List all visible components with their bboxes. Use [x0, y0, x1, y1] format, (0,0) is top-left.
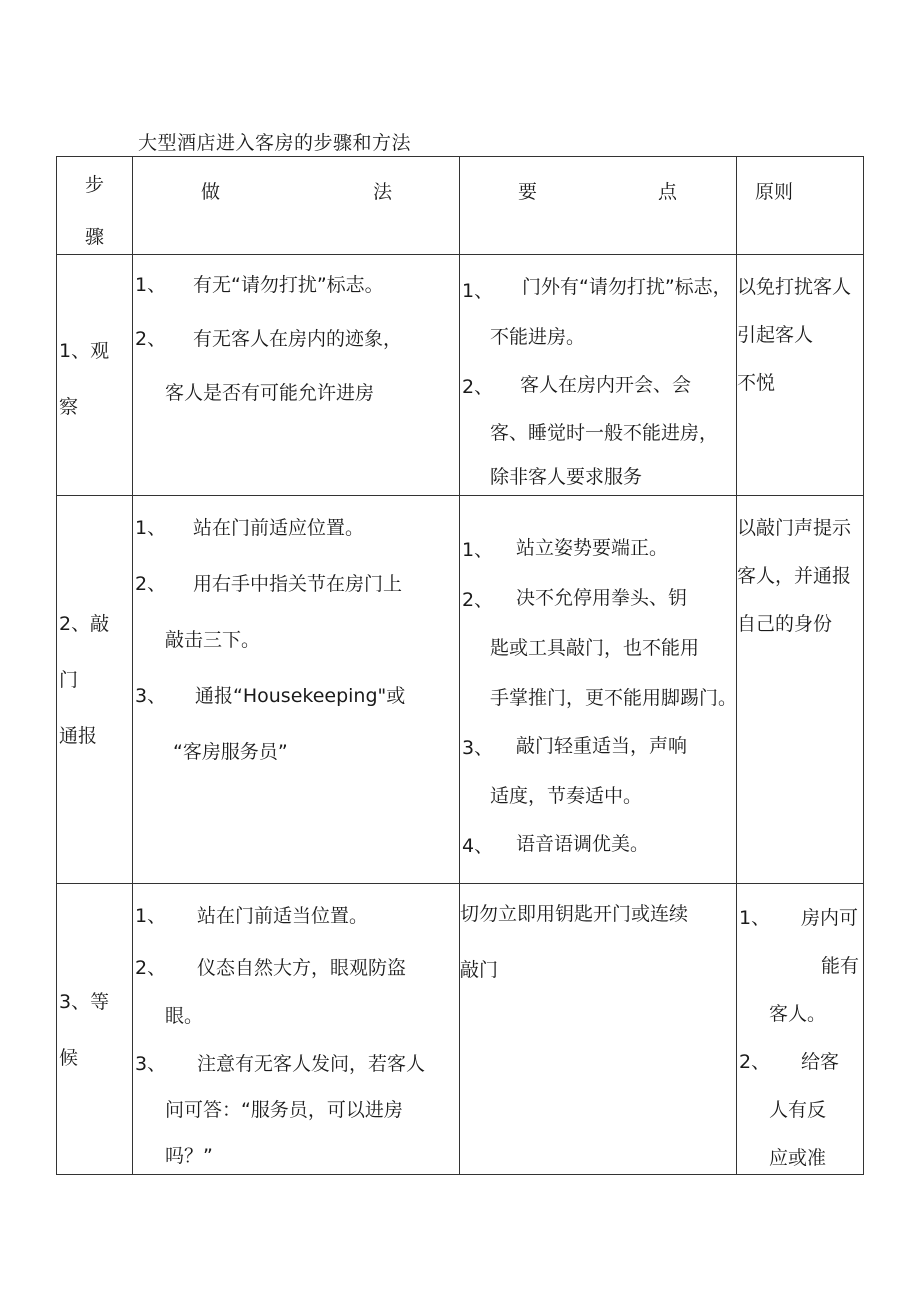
principle-line: 客人，并通报 — [737, 565, 852, 587]
list-item: 切勿立即用钥匙开门或连续 — [460, 903, 689, 925]
table-row — [57, 496, 864, 884]
list-item: 能有 — [821, 955, 860, 977]
list-item: 门外有“请勿打扰”标志， — [522, 276, 732, 298]
list-item: 人有反 — [769, 1099, 827, 1121]
row-2-principle — [737, 496, 863, 883]
list-number: 1、 — [739, 907, 771, 929]
header-points — [460, 157, 736, 254]
list-item: 客、睡觉时一般不能进房， — [490, 422, 719, 444]
header-method-char-2: 法 — [373, 181, 393, 203]
list-number: 2、 — [135, 328, 167, 350]
list-item: 敲门 — [460, 959, 499, 981]
row-3-principle — [737, 884, 863, 1174]
list-item: 站立姿势要端正。 — [516, 537, 669, 559]
header-points-char-1: 要 — [518, 181, 538, 203]
list-item: 仪态自然大方，眼观防盗 — [197, 957, 407, 979]
list-item: 房内可 — [801, 907, 859, 929]
principle-line: 自己的身份 — [737, 613, 833, 635]
list-item: 注意有无客人发问，若客人 — [197, 1053, 426, 1075]
principle-line: 不悦 — [737, 372, 776, 394]
list-item: 敲击三下。 — [165, 629, 261, 651]
row-3-method — [133, 884, 459, 1174]
list-number: 1、 — [135, 517, 167, 539]
principle-line: 引起客人 — [737, 324, 814, 346]
row-2-method — [133, 496, 459, 883]
list-number: 3、 — [135, 685, 167, 707]
list-item: 适度，节奏适中。 — [490, 785, 643, 807]
row-2-points — [460, 496, 736, 883]
header-step-char-2: 骤 — [85, 226, 105, 248]
header-points-char-2: 点 — [658, 181, 678, 203]
header-row — [57, 157, 864, 255]
row-2-step — [57, 496, 132, 883]
procedure-table — [56, 156, 864, 1175]
list-item: 通报“Housekeeping"或 — [195, 685, 406, 707]
list-item: 除非客人要求服务 — [490, 466, 643, 488]
header-principle — [737, 157, 863, 254]
list-item: 客人在房内开会、会 — [520, 374, 692, 396]
list-number: 3、 — [462, 737, 494, 759]
list-item: 应或准 — [769, 1147, 827, 1169]
list-item: 决不允停用拳头、钥 — [516, 587, 688, 609]
document-title: 大型酒店进入客房的步骤和方法 — [138, 132, 412, 154]
list-item: 给客 — [801, 1051, 840, 1073]
list-number: 1、 — [135, 905, 167, 927]
list-item: 手掌推门，更不能用脚踢门。 — [490, 687, 738, 709]
list-number: 1、 — [462, 539, 494, 561]
row-2-step-line: 通报 — [59, 725, 98, 747]
list-number: 2、 — [462, 376, 494, 398]
row-3-step-line: 候 — [59, 1047, 79, 1069]
header-principle-text: 原则 — [755, 181, 794, 203]
row-2-step-line: 2、敲 — [59, 613, 110, 635]
list-item: 站在门前适当位置。 — [197, 905, 369, 927]
list-item: 不能进房。 — [490, 326, 586, 348]
row-1-principle — [737, 255, 863, 495]
row-1-step-line: 察 — [59, 396, 79, 418]
list-item: 敲门轻重适当，声响 — [516, 735, 688, 757]
list-item: 眼。 — [165, 1005, 204, 1027]
list-item: 匙或工具敲门，也不能用 — [490, 637, 700, 659]
list-item: 客人是否有可能允许进房 — [165, 382, 375, 404]
list-number: 4、 — [462, 835, 494, 857]
row-3-step-line: 3、等 — [59, 991, 110, 1013]
table-row — [57, 884, 864, 1175]
header-method — [133, 157, 459, 254]
list-number: 2、 — [135, 573, 167, 595]
row-1-step-line: 1、观 — [59, 340, 110, 362]
list-number: 3、 — [135, 1053, 167, 1075]
list-number: 1、 — [462, 280, 494, 302]
list-item: 用右手中指关节在房门上 — [193, 573, 403, 595]
row-1-points — [460, 255, 736, 495]
header-method-char-1: 做 — [201, 181, 221, 203]
list-item: 吗？” — [165, 1145, 213, 1167]
table-row — [57, 255, 864, 496]
list-number: 2、 — [135, 957, 167, 979]
header-step-char-1: 步 — [85, 174, 105, 196]
list-item: 问可答：“服务员，可以进房 — [165, 1099, 403, 1121]
list-number: 1、 — [135, 274, 167, 296]
header-step — [57, 157, 132, 254]
row-1-method — [133, 255, 459, 495]
list-number: 2、 — [739, 1051, 771, 1073]
principle-line: 以免打扰客人 — [737, 276, 852, 298]
list-number: 2、 — [462, 589, 494, 611]
principle-line: 以敲门声提示 — [737, 517, 852, 539]
list-item: 客人。 — [769, 1003, 827, 1025]
list-item: 站在门前适应位置。 — [193, 517, 365, 539]
row-1-step — [57, 255, 132, 495]
list-item: 语音语调优美。 — [516, 833, 650, 855]
list-item: 有无客人在房内的迹象， — [193, 328, 403, 350]
row-3-step — [57, 884, 132, 1174]
row-3-points — [460, 884, 736, 1174]
list-item: 有无“请勿打扰”标志。 — [193, 274, 384, 296]
list-item: “客房服务员” — [173, 741, 288, 763]
row-2-step-line: 门 — [59, 669, 79, 691]
